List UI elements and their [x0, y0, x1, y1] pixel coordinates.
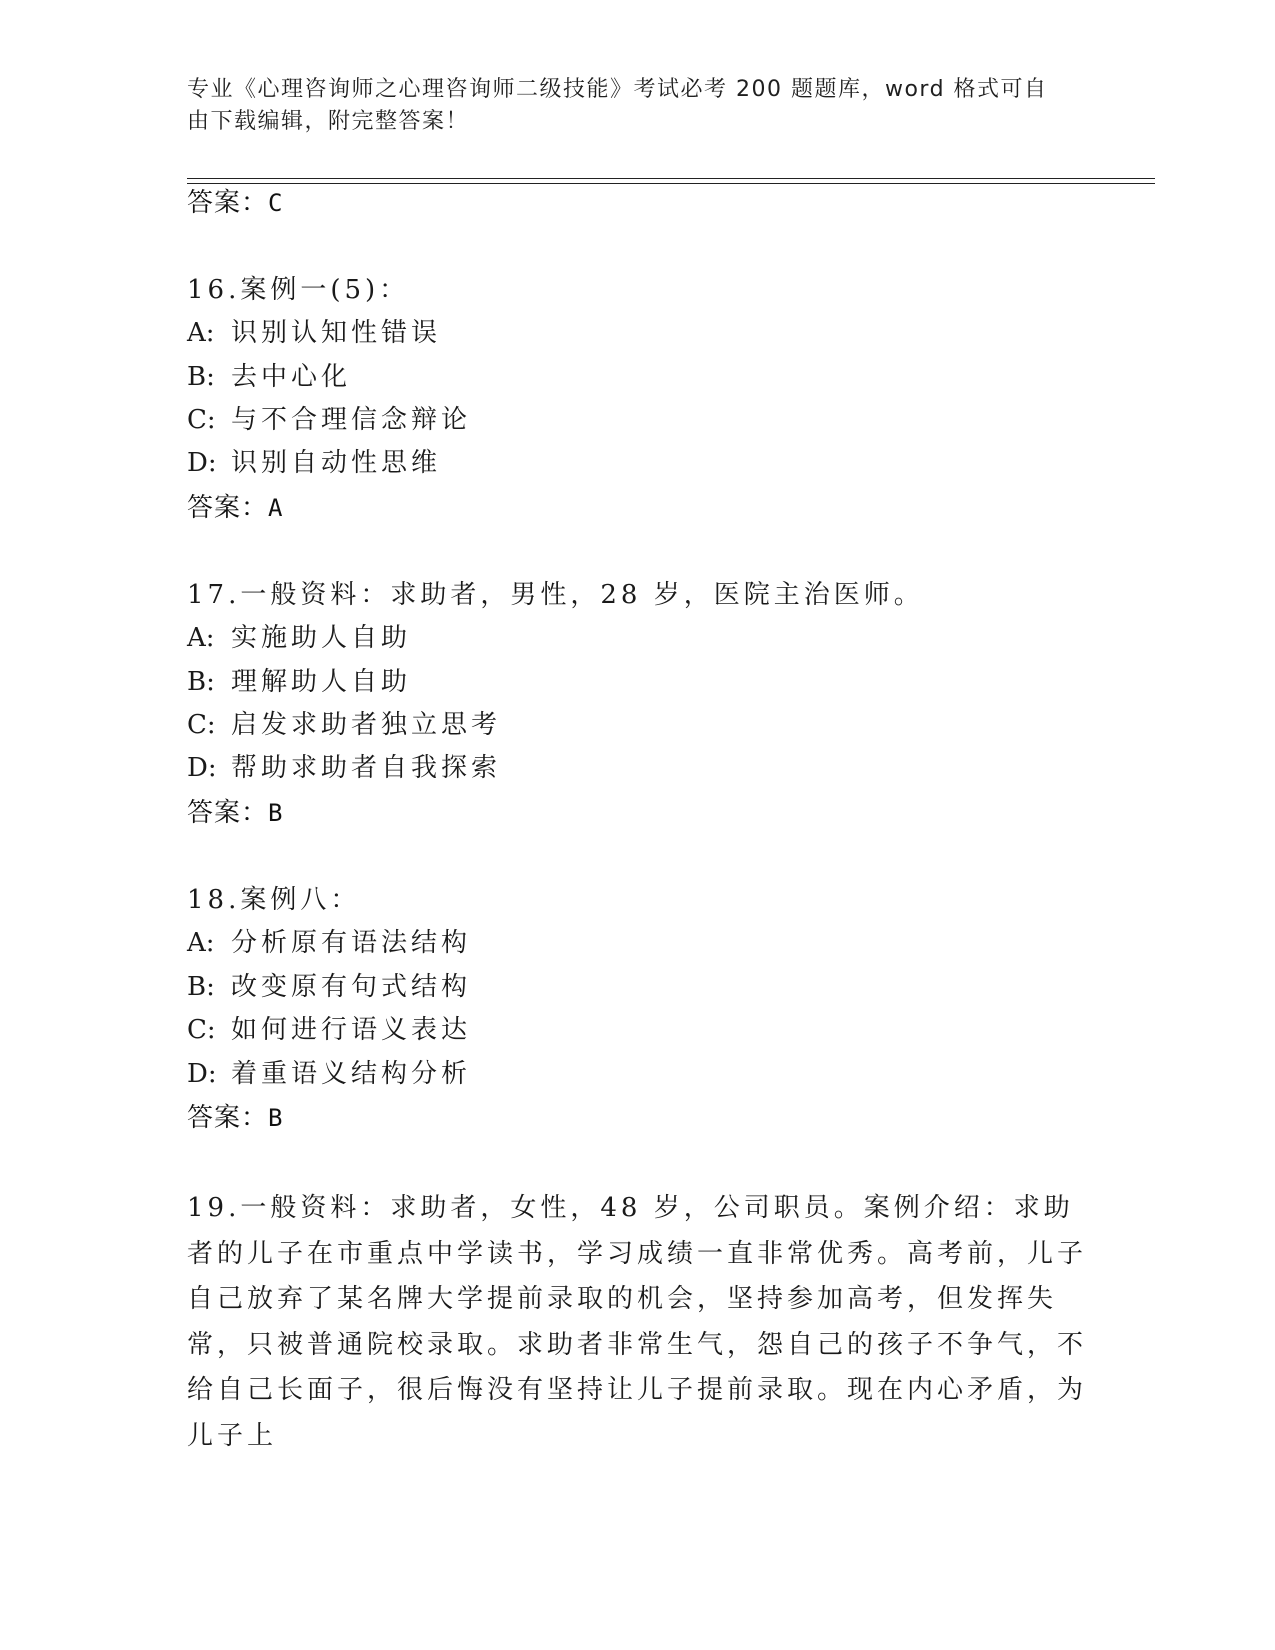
question-18-option-d	[187, 1057, 471, 1091]
answer-label: 答案：	[187, 493, 269, 523]
option-text: 与不合理信念辩论	[231, 405, 472, 435]
question-18-stem: 18.案例八：	[187, 885, 361, 915]
question-17-answer	[187, 796, 283, 830]
question-18-option-a	[187, 926, 471, 960]
option-letter: C:	[187, 1015, 216, 1045]
answer-label: 答案：	[187, 798, 269, 828]
option-letter: C:	[187, 710, 216, 740]
question-18-answer	[187, 1101, 283, 1135]
question-17-stem: 17.一般资料：求助者，男性，28 岁，医院主治医师。	[187, 580, 924, 610]
question-17-option-d	[187, 751, 501, 785]
option-text: 着重语义结构分析	[231, 1059, 472, 1089]
option-letter: B:	[187, 667, 215, 697]
option-letter: A:	[187, 623, 215, 653]
question-16-answer	[187, 491, 283, 525]
option-text: 识别自动性思维	[231, 448, 442, 478]
option-letter: B:	[187, 972, 215, 1002]
answer-value: C	[268, 189, 284, 217]
question-19-stem: 19.一般资料：求助者，女性，48 岁，公司职员。案例介绍：求助者的儿子在市重点中学读书，学习成绩一直非常优秀。高考前，儿子自己放弃了某名牌大学提前录取的机会，坚持参加高考，但发挥失常，只被普通院校录取。求助者非常生气，怨自己的孩子不争气，不给自己长面子，很后悔没有坚持让儿子提前录取。现在内心矛盾，为儿子上	[187, 1193, 1088, 1451]
option-text: 改变原有句式结构	[231, 972, 472, 1002]
option-text: 启发求助者独立思考	[231, 710, 502, 740]
option-letter: D:	[187, 753, 217, 783]
document-header: 专业《心理咨询师之心理咨询师二级技能》考试必考 200 题题库，word 格式可自由下载编辑，附完整答案！	[187, 77, 1048, 134]
previous-answer	[187, 186, 283, 220]
option-text: 去中心化	[231, 362, 352, 392]
option-text: 理解助人自助	[231, 667, 412, 697]
question-17-option-c	[187, 708, 501, 742]
header-rule-top	[187, 178, 1155, 179]
answer-value: B	[268, 799, 284, 827]
option-text: 实施助人自助	[231, 623, 412, 653]
answer-value: A	[268, 494, 284, 522]
question-16-option-d	[187, 446, 441, 480]
question-16-option-a	[187, 316, 441, 350]
option-text: 识别认知性错误	[231, 318, 442, 348]
question-16-option-c	[187, 403, 471, 437]
option-letter: A:	[187, 318, 215, 348]
header-rule-bottom	[187, 183, 1155, 184]
question-17-option-b	[187, 665, 411, 699]
option-letter: D:	[187, 1059, 217, 1089]
option-letter: B:	[187, 362, 215, 392]
option-letter: C:	[187, 405, 216, 435]
question-17-option-a	[187, 621, 411, 655]
option-text: 分析原有语法结构	[231, 928, 472, 958]
option-letter: A:	[187, 928, 215, 958]
option-letter: D:	[187, 448, 217, 478]
question-16-stem: 16.案例一(5)：	[187, 275, 410, 305]
option-text: 如何进行语义表达	[231, 1015, 472, 1045]
option-text: 帮助求助者自我探索	[231, 753, 502, 783]
question-16-option-b	[187, 360, 351, 394]
question-18-option-c	[187, 1013, 471, 1047]
question-18-option-b	[187, 970, 471, 1004]
answer-label: 答案：	[187, 188, 269, 218]
answer-label: 答案：	[187, 1103, 269, 1133]
answer-value: B	[268, 1104, 284, 1132]
